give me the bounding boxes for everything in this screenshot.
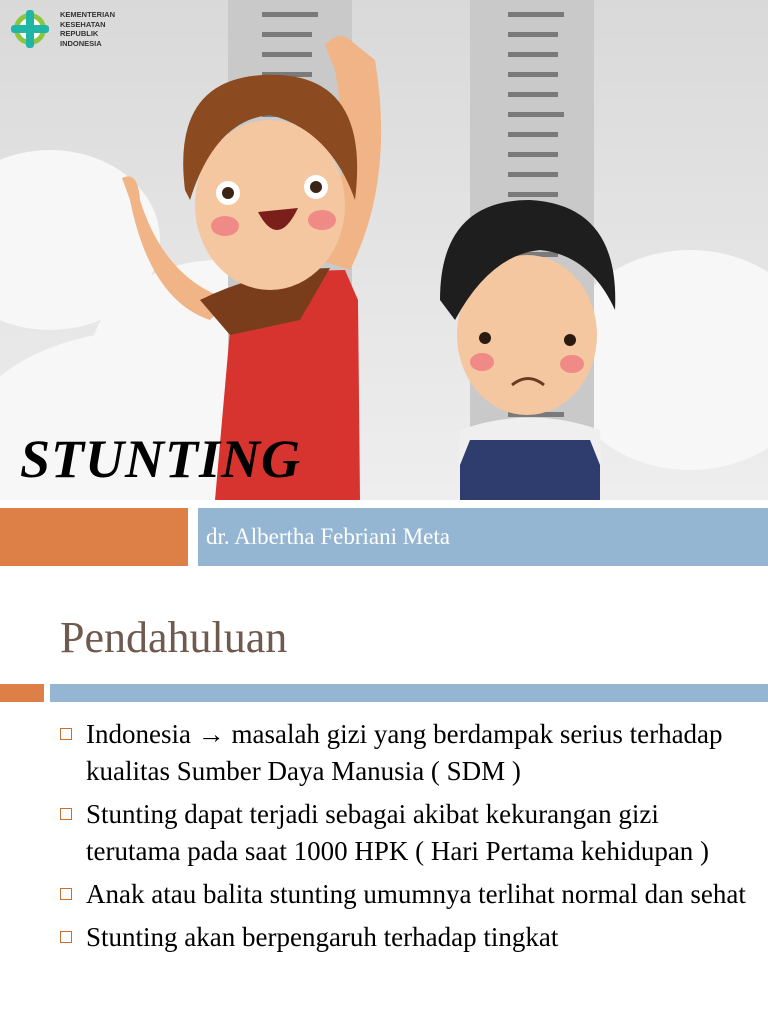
logo-line: KEMENTERIAN bbox=[60, 10, 116, 19]
bullet-text: Stunting akan berpengaruh terhadap tingkat bbox=[86, 922, 559, 952]
bullet-square-icon bbox=[60, 808, 72, 820]
bullet-square-icon bbox=[60, 728, 72, 740]
bullet-square-icon bbox=[60, 931, 72, 943]
bullet-list bbox=[60, 716, 750, 962]
list-item bbox=[60, 919, 750, 956]
ministry-name bbox=[60, 10, 115, 48]
children-illustration bbox=[0, 0, 768, 500]
bullet-text: Indonesia → masalah gizi yang berdampak serius terhadap kualitas Sumber Daya Manusia ( SDM ) bbox=[86, 719, 723, 786]
short-boy-figure bbox=[440, 200, 615, 500]
section-title: Pendahuluan bbox=[60, 613, 288, 662]
list-item bbox=[60, 876, 750, 913]
accent-bar-orange-small bbox=[0, 684, 44, 702]
bullet-square-icon bbox=[60, 888, 72, 900]
bullet-text: Anak atau balita stunting umumnya terlihat normal dan sehat bbox=[86, 879, 746, 909]
title-slide bbox=[0, 0, 768, 500]
logo-line: INDONESIA bbox=[60, 38, 102, 48]
kemenkes-logo-icon bbox=[4, 4, 58, 54]
logo-line: REPUBLIK bbox=[60, 29, 99, 38]
presenter-name: dr. Albertha Febriani Meta bbox=[206, 524, 450, 549]
accent-bar-orange bbox=[0, 508, 188, 566]
list-item bbox=[60, 716, 750, 790]
accent-bar-blue bbox=[50, 684, 768, 702]
slide-title: STUNTING bbox=[20, 429, 302, 489]
bullet-text: Stunting dapat terjadi sebagai akibat kekurangan gizi terutama pada saat 1000 HPK ( Hari Pertama kehidupan ) bbox=[86, 799, 710, 866]
logo-line: KESEHATAN bbox=[60, 19, 106, 29]
ministry-logo bbox=[4, 4, 124, 54]
list-item bbox=[60, 796, 750, 870]
